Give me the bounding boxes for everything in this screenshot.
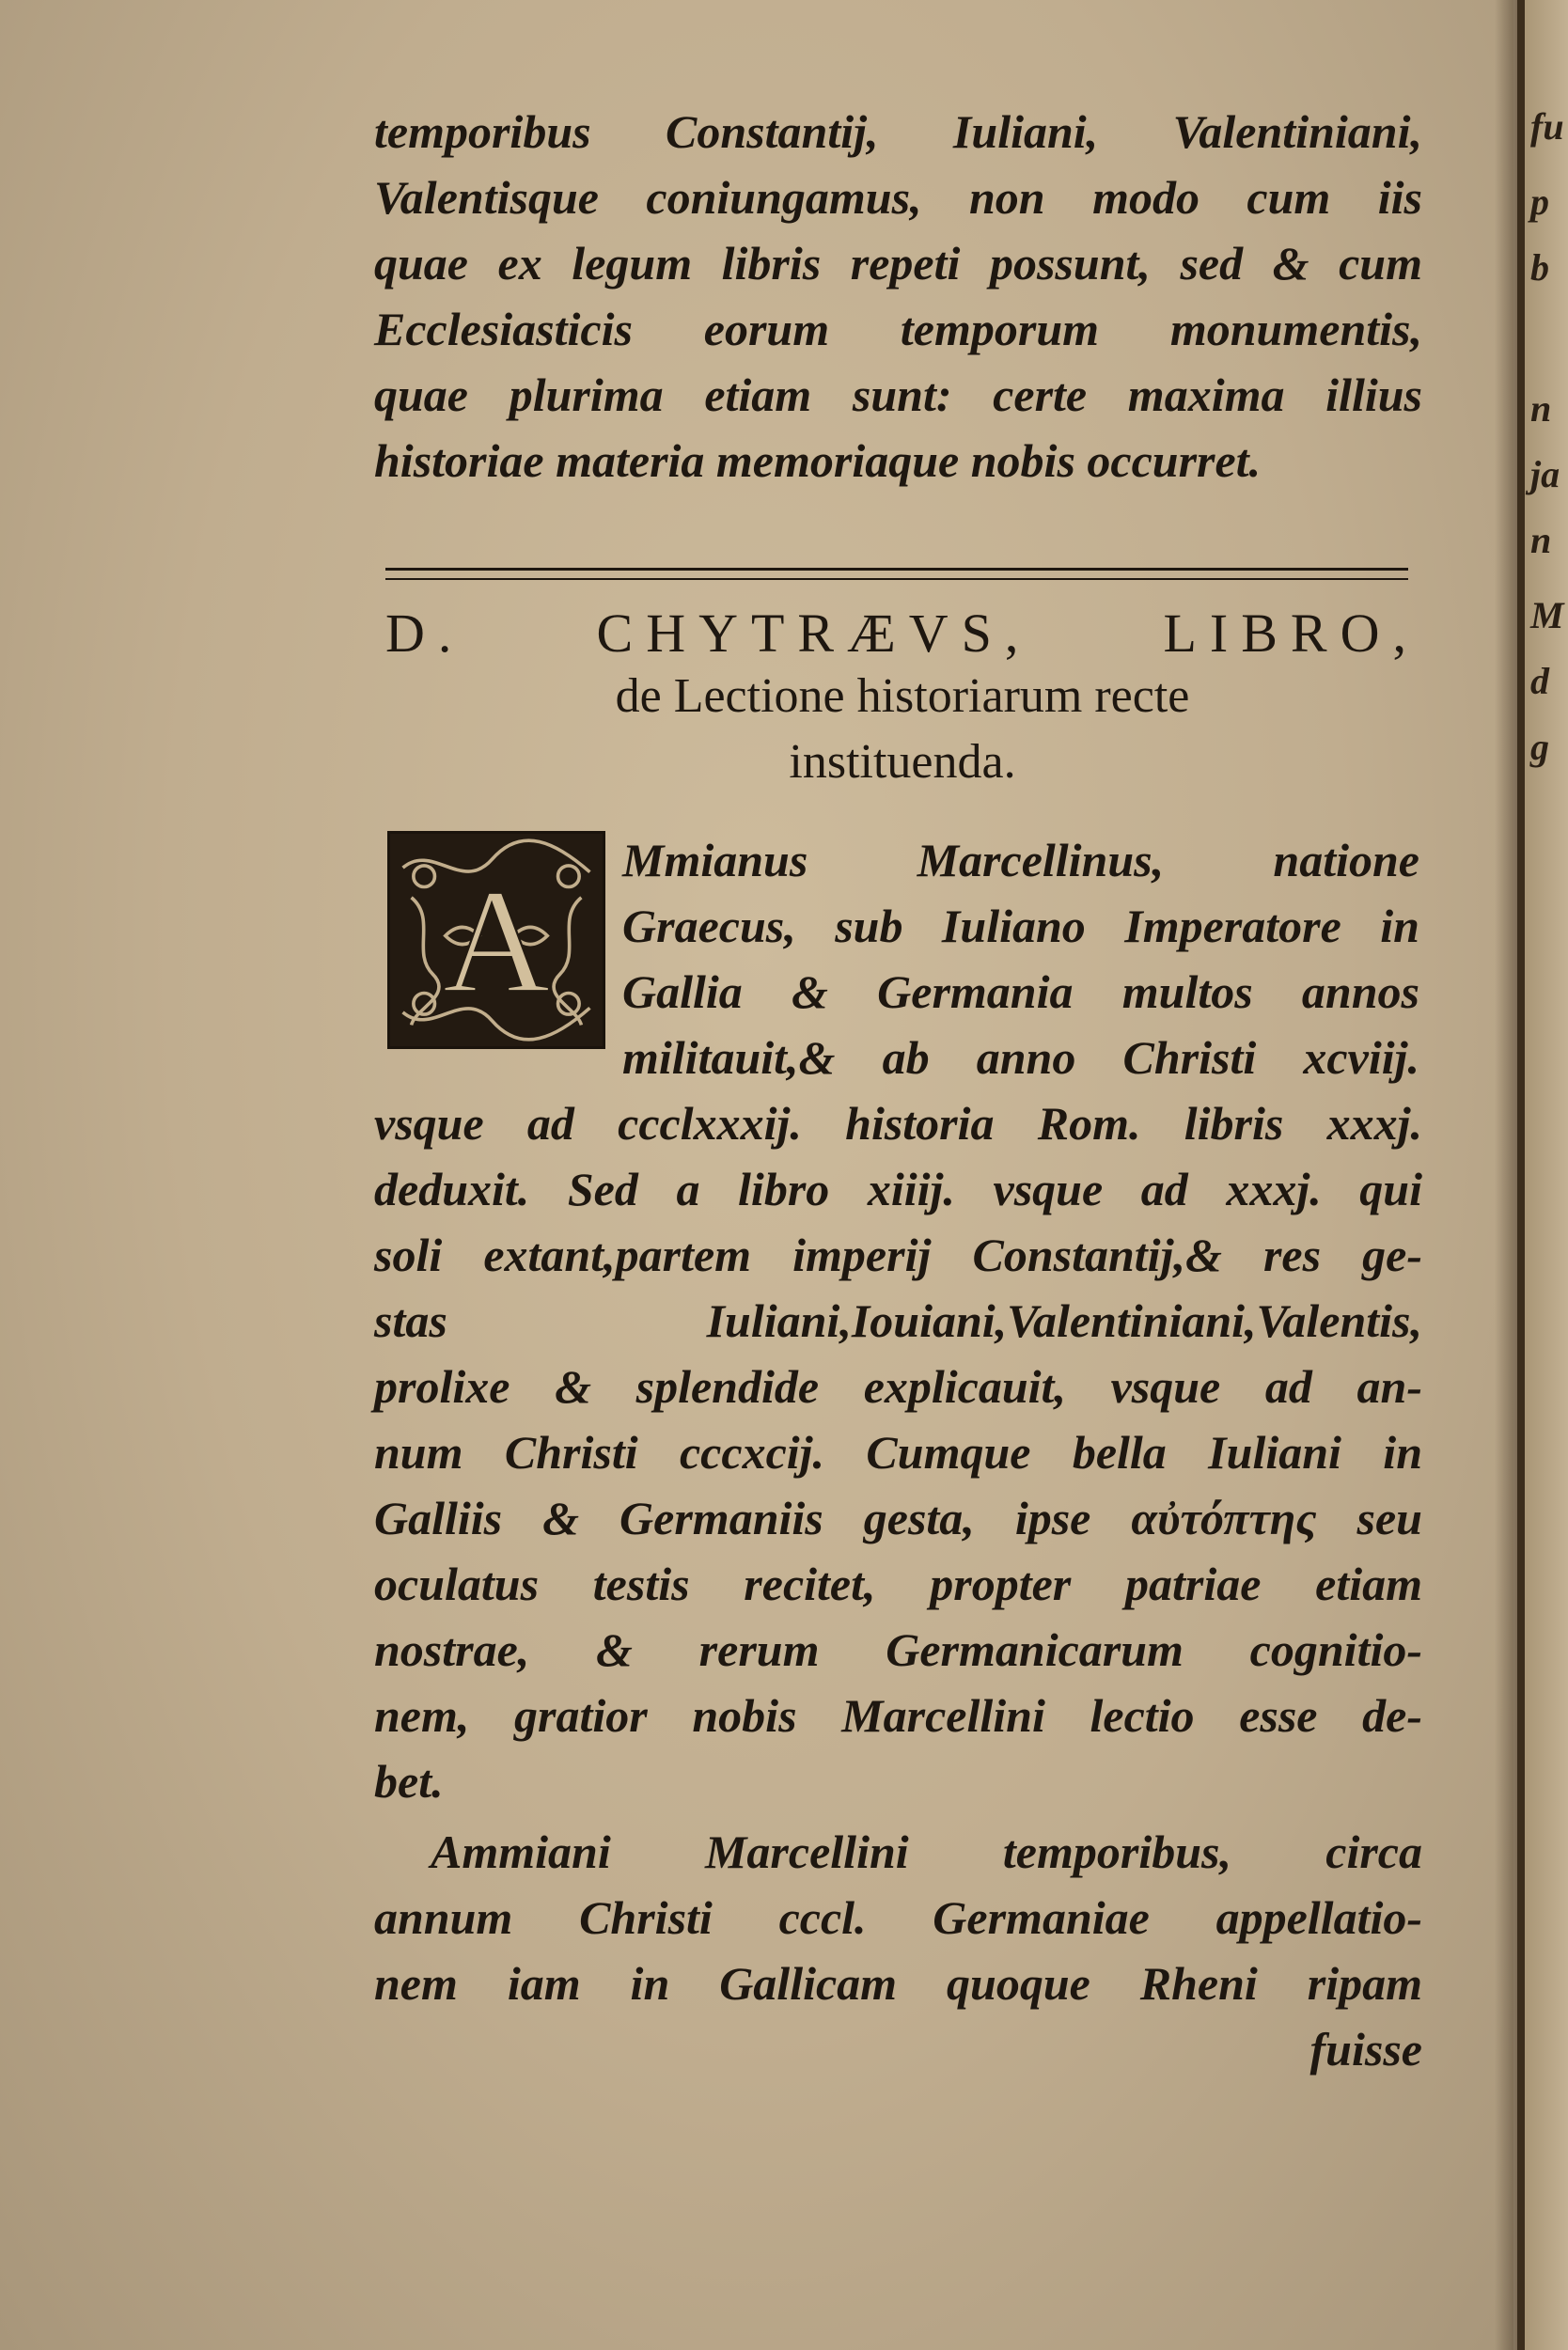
text-line: nem iam in Gallicam quoque Rheni ripam	[374, 1957, 1422, 2010]
facing-page-fragment: d	[1530, 660, 1549, 702]
section-subheading: instituenda.	[789, 735, 1016, 789]
facing-page-fragment: b	[1530, 246, 1549, 289]
indented-paragraph-lines	[622, 827, 1419, 1090]
ornamental-initial-a-icon	[387, 831, 605, 1049]
text-line: prolixe & splendide explicauit, vsque ad an-	[374, 1360, 1422, 1413]
catchword: fuisse	[1309, 2023, 1422, 2076]
text-line: Valentisque coniungamus, non modo cum iis	[374, 171, 1422, 224]
text-line: historiae materia memoriaque nobis occurret.	[374, 434, 1262, 487]
text-line: annum Christi cccl. Germaniae appellatio-	[374, 1891, 1422, 1944]
main-paragraph	[374, 1090, 1422, 1814]
text-line: Gallia & Germania multos annos	[622, 965, 1419, 1018]
drop-cap-letter: A	[442, 859, 551, 1025]
text-line: deduxit. Sed a libro xiiij. vsque ad xxxj. qui	[374, 1163, 1422, 1215]
text-line: Graecus, sub Iuliano Imperatore in	[622, 900, 1419, 952]
top-paragraph	[374, 99, 1422, 494]
second-paragraph	[374, 1819, 1422, 2082]
text-line: soli extant,partem imperij Constantij,& res ge-	[374, 1229, 1422, 1281]
text-line: militauit,& ab anno Christi xcviij.	[622, 1031, 1419, 1084]
text-line: nostrae, & rerum Germanicarum cognitio-	[374, 1623, 1422, 1676]
facing-page-fragment: M	[1530, 594, 1564, 636]
facing-page-edge	[1525, 0, 1568, 2350]
section-heading: D. CHYTRÆVS, LIBRO,	[385, 603, 1419, 664]
book-gutter	[1517, 0, 1525, 2350]
text-line: Galliis & Germaniis gesta, ipse αὐτόπτης seu	[374, 1492, 1422, 1544]
text-line: oculatus testis recitet, propter patriae etiam	[374, 1558, 1422, 1610]
text-line: bet.	[374, 1755, 444, 1808]
facing-page-fragment: n	[1530, 519, 1552, 561]
facing-page-fragment: g	[1530, 726, 1549, 768]
text-line: num Christi cccxcij. Cumque bella Iuliani in	[374, 1426, 1422, 1479]
text-line: vsque ad ccclxxxij. historia Rom. libris xxxj.	[374, 1097, 1422, 1150]
text-line: temporibus Constantij, Iuliani, Valentiniani,	[374, 105, 1422, 158]
facing-page-fragment: ja	[1530, 453, 1560, 495]
text-line: quae ex legum libris repeti possunt, sed & cum	[374, 237, 1422, 290]
facing-page-fragment: n	[1530, 387, 1552, 430]
facing-page-fragment: p	[1530, 180, 1549, 223]
text-line: Ecclesiasticis eorum temporum monumentis,	[374, 303, 1422, 355]
facing-page-fragment: fu	[1530, 105, 1564, 148]
section-divider-rule	[385, 568, 1408, 580]
text-line: quae plurima etiam sunt: certe maxima illius	[374, 368, 1422, 421]
text-line: Ammiani Marcellini temporibus, circa	[431, 1825, 1422, 1878]
text-line: Mmianus Marcellinus, natione	[622, 834, 1419, 886]
section-subheading: de Lectione historiarum recte	[615, 669, 1190, 723]
text-line: nem, gratior nobis Marcellini lectio esse de-	[374, 1689, 1422, 1742]
text-line: stas Iuliani,Iouiani,Valentiniani,Valentis,	[374, 1294, 1422, 1347]
